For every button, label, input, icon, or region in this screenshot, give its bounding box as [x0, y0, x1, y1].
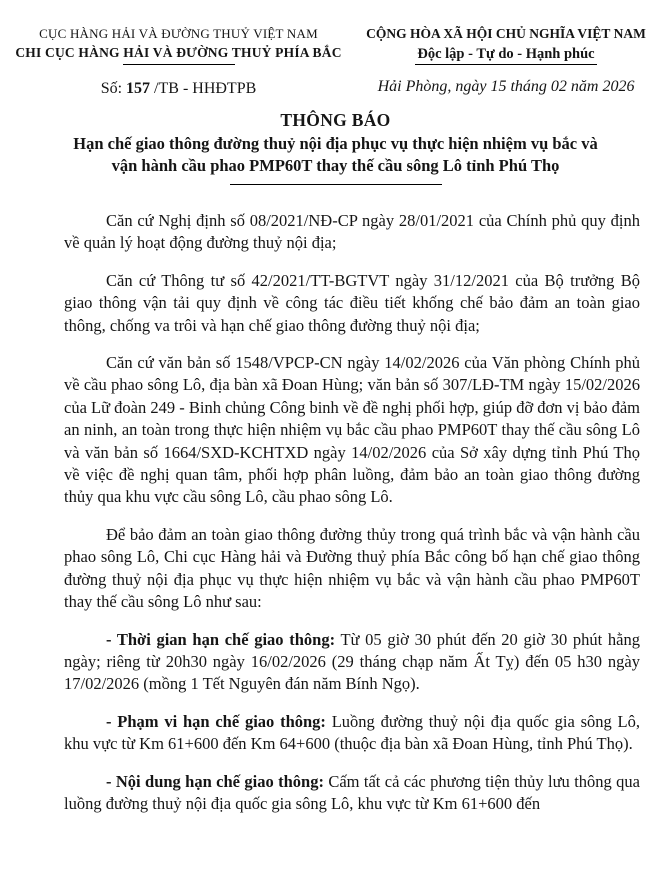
paragraph-lead: - Phạm vi hạn chế giao thông: [106, 711, 326, 731]
paragraph-announcement [64, 524, 640, 614]
place-and-date: Hải Phòng, ngày 15 tháng 02 năm 2026 [377, 78, 635, 95]
document-number-value: 157 [126, 80, 151, 97]
paragraph-text: Luồng đường thuỷ nội địa quốc gia sông Lô, khu vực từ Km 61+600 đến Km 64+600 (thuộc địa bàn xã Đoan Hùng, tỉnh Phú Thọ). [64, 711, 640, 754]
paragraph-restriction-scope [64, 711, 640, 756]
national-title: CỘNG HÒA XÃ HỘI CHỦ NGHĨA VIỆT NAM [366, 26, 646, 41]
paragraph-text: Cấm tất cả các phương tiện thủy lưu thông qua luồng đường thuỷ nội địa quốc gia sông Lô, khu vực từ Km 61+600 đến [64, 771, 640, 813]
document-number [12, 80, 345, 98]
document-subtitle: Hạn chế giao thông đường thuỷ nội địa phục vụ thực hiện nhiệm vụ bắc và vận hành cầu phao PMP60T thay thế cầu sông Lô tỉnh Phú Thọ [73, 134, 598, 175]
document-number-suffix: /TB - HHĐTPB [150, 80, 257, 97]
paragraph-text: Căn cứ văn bản số 1548/VPCP-CN ngày 14/02/2026 của Văn phòng Chính phủ về cầu phao sông Lô, địa bàn xã Đoan Hùng; văn bản số 307/LĐ-TM ngày 15/02/2026 của Lữ đoàn 249 - Binh chủng Công binh về đề nghị phối hợp, giúp đỡ đơn vị bảo đảm an ninh, an toàn trong thực hiện nhiệm vụ bắc cầu phao PMP60T thay thế cầu sông Lô và văn bản số 1664/SXD-KCHTXD ngày 14/02/2026 của Sở xây dựng tỉnh Phú Thọ về việc đề nghị quan tâm, phối hợp phân luồng, đảm bảo an toàn giao thông đường thủy qua khu vực cầu sông Lô, cầu phao sông Lô. [64, 353, 640, 507]
national-header-block [345, 26, 671, 98]
paragraph-text: Căn cứ Nghị định số 08/2021/NĐ-CP ngày 28/01/2021 của Chính phủ quy định về quản lý hoạt động đường thuỷ nội địa; [64, 211, 640, 253]
org-name: CHI CỤC HÀNG HẢI VÀ ĐƯỜNG THUỶ PHÍA BẮC [15, 45, 342, 60]
paragraph-text: Căn cứ Thông tư số 42/2021/TT-BGTVT ngày 31/12/2021 của Bộ trưởng Bộ giao thông vận tải quy định về công tác điều tiết khống chế bảo đảm an toàn giao thông, chống va trôi và hạn chế giao thông đường thuỷ nội địa; [64, 270, 640, 335]
paragraph-lead: - Thời gian hạn chế giao thông: [106, 629, 336, 649]
paragraph-text: Từ 05 giờ 30 phút đến 20 giờ 30 phút hằng ngày; riêng từ 20h30 ngày 16/02/2026 (29 tháng chạp năm Ất Tỵ) đến 05 h30 ngày 17/02/2026 (mồng 1 Tết Nguyên đán năm Bính Ngọ). [64, 629, 640, 694]
paragraph-legal-basis-1 [64, 210, 640, 255]
paragraph-lead: - Nội dung hạn chế giao thông: [106, 771, 324, 791]
document-body [0, 185, 671, 815]
paragraph-restriction-time [64, 629, 640, 696]
document-header [0, 26, 671, 98]
paragraph-legal-basis-3 [64, 352, 640, 509]
paragraph-legal-basis-2 [64, 270, 640, 337]
national-motto: Độc lập - Tự do - Hạnh phúc [415, 45, 596, 65]
document-number-prefix: Số: [100, 80, 127, 97]
paragraph-restriction-content [64, 771, 640, 816]
issuing-org-block [0, 26, 345, 98]
paragraph-text: Để bảo đảm an toàn giao thông đường thủy trong quá trình bắc và vận hành cầu phao sông Lô, Chi cục Hàng hải và Đường thuỷ phía Bắc công bố hạn chế giao thông đường thuỷ nội địa phục vụ thực hiện nhiệm vụ bắc và vận hành cầu phao PMP60T thay thế cầu sông Lô như sau: [64, 524, 640, 612]
org-parent-name: CỤC HÀNG HẢI VÀ ĐƯỜNG THUỶ VIỆT NAM [39, 26, 318, 41]
org-name-underline [123, 64, 235, 65]
national-motto-row [345, 42, 667, 65]
document-title: THÔNG BÁO [280, 110, 391, 130]
title-block [0, 110, 671, 185]
